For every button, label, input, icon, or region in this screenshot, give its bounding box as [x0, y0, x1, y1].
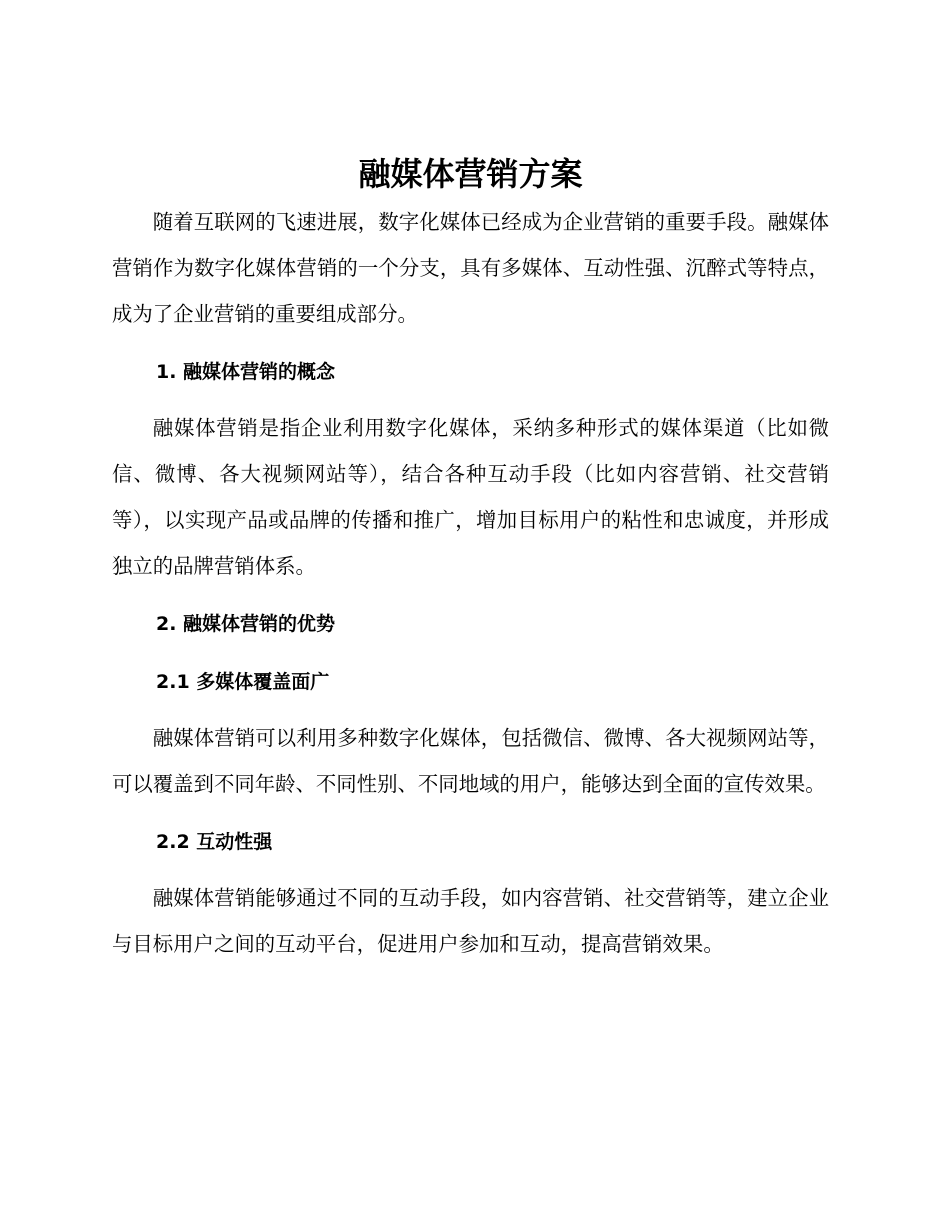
spacer — [112, 865, 829, 875]
spacer — [112, 807, 829, 819]
spacer — [112, 647, 829, 659]
spacer — [112, 705, 829, 715]
section-2-heading: 2. 融媒体营销的优势 — [156, 613, 336, 635]
document-title: 融媒体营销方案 — [358, 155, 583, 193]
section-2-2-paragraph: 融媒体营销能够通过不同的互动手段，如内容营销、社交营销等，建立企业与目标用户之间的互动平台，促进用户参加和互动，提高营销效果。 — [112, 886, 829, 956]
intro-paragraph: 随着互联网的飞速进展，数字化媒体已经成为企业营销的重要手段。融媒体营销作为数字化媒体营销的一个分支，具有多媒体、互动性强、沉醉式等特点，成为了企业营销的重要组成部分。 — [112, 210, 829, 326]
section-1-paragraph: 融媒体营销是指企业利用数字化媒体，采纳多种形式的媒体渠道（比如微信、微博、各大视频网站等），结合各种互动手段（比如内容营销、社交营销等），以实现产品或品牌的传播和推广，增加目标用户的粘性和忠诚度，并形成独立的品牌营销体系。 — [112, 416, 829, 578]
spacer — [112, 395, 829, 405]
spacer — [112, 337, 829, 349]
section-2-2-heading: 2.2 互动性强 — [156, 831, 273, 853]
spacer — [112, 589, 829, 601]
section-1-heading: 1. 融媒体营销的概念 — [156, 361, 336, 383]
section-2-1-paragraph: 融媒体营销可以利用多种数字化媒体，包括微信、微博、各大视频网站等，可以覆盖到不同年龄、不同性别、不同地域的用户，能够达到全面的宣传效果。 — [112, 726, 829, 796]
document-page — [112, 150, 829, 967]
section-2-1-heading: 2.1 多媒体覆盖面广 — [156, 671, 330, 693]
